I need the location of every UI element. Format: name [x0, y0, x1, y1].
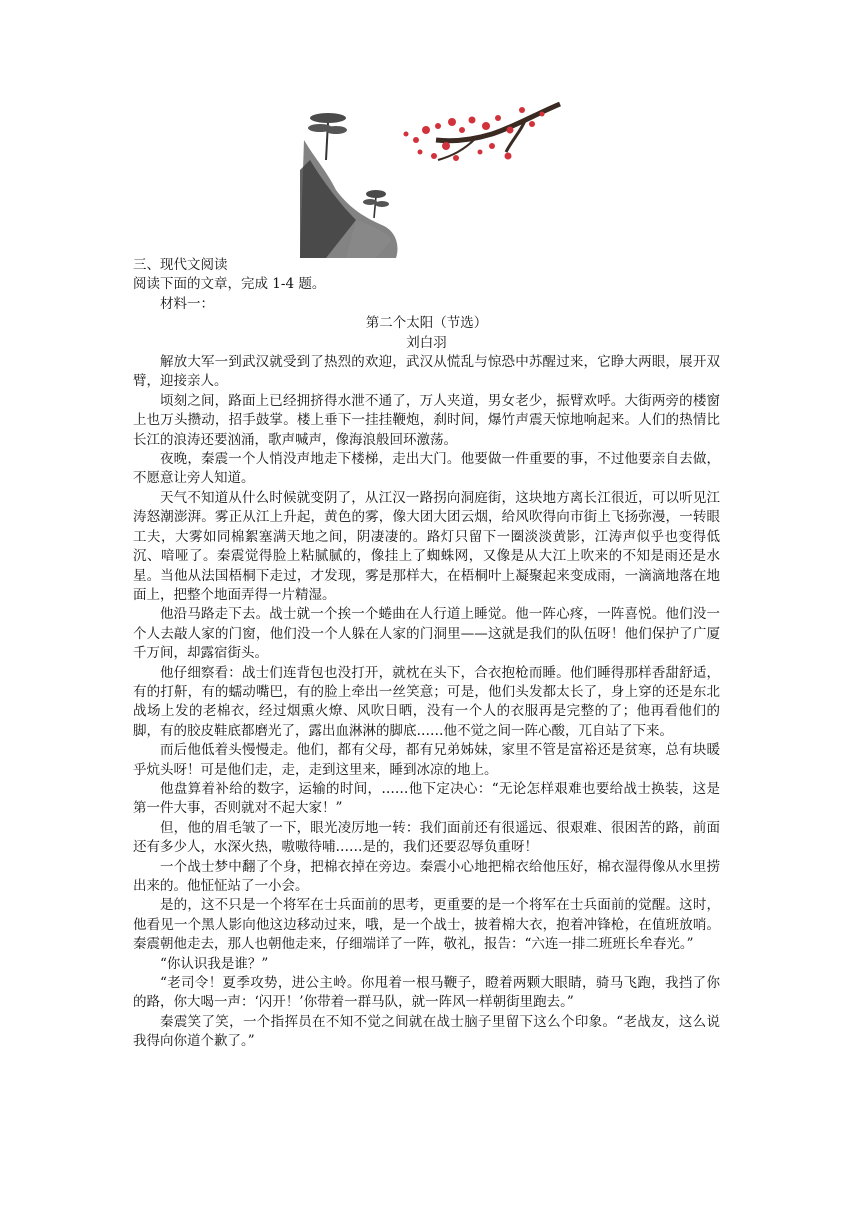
paragraph: 他沿马路走下去。战士就一个挨一个蜷曲在人行道上睡觉。他一阵心疼，一阵喜悦。他们没一个人去敲人家的门窗，他们没一个人躲在人家的门洞里——这就是我们的队伍呀！他们保护了广厦千万间，却露宿街头。	[133, 606, 720, 662]
paragraph: 秦震笑了笑，一个指挥员在不知不觉之间就在战士脑子里留下这么个印象。“老战友，这么说我得向你道个歉了。”	[133, 1013, 720, 1050]
paragraph: 顷刻之间，路面上已经拥挤得水泄不通了，万人夹道，男女老少，振臂欢呼。大街两旁的楼窗上也万头攒动，招手鼓掌。楼上垂下一挂挂鞭炮，刹时间，爆竹声震天惊地响起来。人们的热情比长江的浪涛还要汹涌，歌声喊声，像海浪般回环激荡。	[133, 392, 720, 448]
paragraph: 而后他低着头慢慢走。他们，都有父母，都有兄弟姊妹，家里不管是富裕还是贫寒，总有块暖乎炕头呀！可是他们走，走，走到这里来，睡到冰凉的地上。	[133, 742, 720, 778]
paragraph: 他仔细察看：战士们连背包也没打开，就枕在头下，合衣抱枪而睡。他们睡得那样香甜舒适，有的打鼾，有的蠕动嘴巴，有的脸上牵出一丝笑意；可是，他们头发都太长了，身上穿的还是东北战场上发的老棉衣，经过烟熏火燎、风吹日晒，没有一个人的衣服再是完整的了；他再看他们的脚，有的胶皮鞋底都磨光了，露出血淋淋的脚底……他不觉之间一阵心酸，兀自站了下来。	[133, 664, 720, 739]
article-author: 刘白羽	[406, 334, 447, 351]
section-heading: 三、现代文阅读	[133, 257, 228, 273]
article-title: 第二个太阳（节选）	[365, 315, 488, 332]
paragraph: 夜晚，秦震一个人悄没声地走下楼梯，走出大门。他要做一件重要的事，不过他要亲自去做，不愿意让旁人知道。	[133, 451, 720, 487]
paragraph: 一个战士梦中翻了个身，把棉衣掉在旁边。秦震小心地把棉衣给他压好，棉衣湿得像从水里捞出来的。他怔怔站了一小会。	[133, 858, 720, 894]
pine-cliff-painting	[300, 113, 398, 258]
instruction: 阅读下面的文章，完成 1-4 题。	[133, 276, 326, 293]
ink-painting-illustration	[296, 100, 564, 258]
paragraph: 但，他的眉毛皱了一下，眼光凌厉地一转：我们面前还有很遥远、很艰难、很困苦的路，前面还有多少人，水深火热，嗷嗷待哺……是的，我们还要忍辱负重呀！	[133, 819, 720, 856]
material-label: 材料一：	[160, 295, 214, 312]
plum-blossom-branch	[404, 104, 561, 161]
paragraph: 他盘算着补给的数字，运输的时间，……他下定决心：“无论怎样艰难也要给战士换装，这是第一件大事，否则就对不起大家！”	[133, 780, 720, 817]
paragraph: “你认识我是谁？”	[160, 955, 269, 972]
paragraph: 是的，这不只是一个将军在士兵面前的思考，更重要的是一个将军在士兵面前的觉醒。这时，他看见一个黑人影向他这边移动过来，哦，是一个战士，披着棉大衣，抱着冲锋枪，在值班放哨。秦震朝他走去，那人也朝他走来，仔细端详了一阵，敬礼，报告：“六连一排二班班长牟春光。”	[133, 897, 720, 953]
document-body	[133, 256, 720, 1052]
paragraph: 解放大军一到武汉就受到了热烈的欢迎，武汉从慌乱与惊恐中苏醒过来，它睁大两眼，展开双臂，迎接亲人。	[133, 354, 720, 390]
paragraph: 天气不知道从什么时候就变阴了，从江汉一路拐向洞庭街，这块地方离长江很近，可以听见江涛怒潮澎湃。雾正从江上升起，黄色的雾，像大团大团云烟，给风吹得向市街上飞扬弥漫，一转眼工夫，大雾如同棉絮塞满天地之间，阴凄凄的。路灯只留下一圈淡淡黄影，江涛声似乎也变得低沉、喑哑了。秦震觉得脸上粘腻腻的，像挂上了蜘蛛网，又像是从大江上吹来的不知是雨还是水星。当他从法国梧桐下走过，才发现，雾是那样大，在梧桐叶上凝聚起来变成雨，一滴滴地落在地面上，把整个地面弄得一片精湿。	[133, 489, 720, 603]
paragraph: “老司令！夏季攻势，进公主岭。你甩着一根马鞭子，瞪着两颗大眼睛，骑马飞跑，我挡了你的路，你大喝一声：‘闪开！’你带着一群马队，就一阵风一样朝街里跑去。”	[133, 975, 720, 1011]
